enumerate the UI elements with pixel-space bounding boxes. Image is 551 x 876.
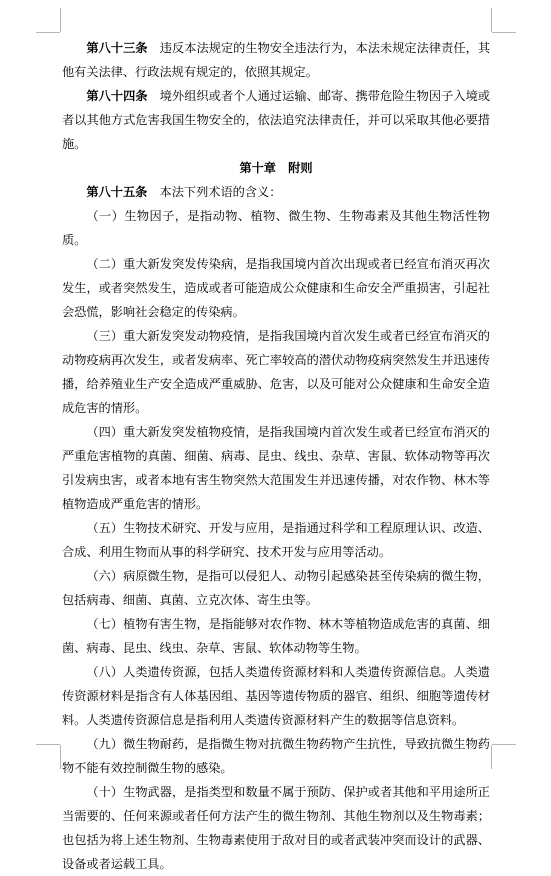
article-number: 第八十三条 [86,41,148,55]
crop-mark-bottom-right-v [491,745,492,769]
definition-item: （八）人类遗传资源，包括人类遗传资源材料和人类遗传资源信息。人类遗传资源材料是指含有人体基因组、基因等遗传物质的器官、组织、细胞等遗传材料。人类遗传资源信息是指利用人类遗传资源材料产生的数据等信息资料。 [62,665,490,727]
definition-item: （十）生物武器，是指类型和数量不属于预防、保护或者其他和平用途所正当需要的、任何来源或者任何方法产生的微生物剂、其他生物剂以及生物毒素；也包括为将上述生物剂、生物毒素使用于敌对目的或者武装冲突而设计的武器、设备或者运载工具。 [62,785,490,871]
crop-mark-bottom-left-v [60,745,61,769]
definition-item: （一）生物因子，是指动物、植物、微生物、生物毒素及其他生物活性物质。 [62,209,490,247]
article-text: 境外组织或者个人通过运输、邮寄、携带危险生物因子入境或者以其他方式危害我国生物安全的，依法追究法律责任，并可以采取其他必要措施。 [62,89,491,151]
crop-mark-bottom-right-h [492,744,516,745]
article-83 [62,36,490,84]
crop-mark-top-left-h [36,32,60,33]
crop-mark-top-left-v [60,8,61,32]
article-text: 本法下列术语的含义： [147,185,282,199]
crop-mark-bottom-left-h [36,744,60,745]
article-number: 第八十四条 [86,89,148,103]
article-84 [62,84,490,156]
document-page [62,36,490,876]
crop-mark-top-right-v [491,8,492,32]
crop-mark-top-right-h [492,32,516,33]
definition-item: （五）生物技术研究、开发与应用，是指通过科学和工程原理认识、改造、合成、利用生物而从事的科学研究、技术开发与应用等活动。 [62,521,490,559]
definition-item: （二）重大新发突发传染病，是指我国境内首次出现或者已经宣布消灭再次发生，或者突然发生，造成或者可能造成公众健康和生命安全严重损害，引起社会恐慌，影响社会稳定的传染病。 [62,257,490,319]
article-text: 违反本法规定的生物安全违法行为，本法未规定法律责任，其他有关法律、行政法规有规定的，依照其规定。 [62,41,491,79]
definition-item: （九）微生物耐药，是指微生物对抗微生物药物产生抗性，导致抗微生物药物不能有效控制微生物的感染。 [62,737,490,775]
definition-item: （四）重大新发突发植物疫情，是指我国境内首次发生或者已经宣布消灭的严重危害植物的真菌、细菌、病毒、昆虫、线虫、杂草、害鼠、软体动物等再次引发病虫害，或者本地有害生物突然大范围发生并迅速传播，对农作物、林木等植物造成严重危害的情形。 [62,425,490,511]
definition-item: （七）植物有害生物，是指能够对农作物、林木等植物造成危害的真菌、细菌、病毒、昆虫、线虫、杂草、害鼠、软体动物等生物。 [62,617,490,655]
article-85 [62,180,490,204]
definition-item: （三）重大新发突发动物疫情，是指我国境内首次发生或者已经宣布消灭的动物疫病再次发生，或者发病率、死亡率较高的潜伏动物疫病突然发生并迅速传播，给养殖业生产安全造成严重威胁、危害，以及可能对公众健康和生命安全造成危害的情形。 [62,329,490,415]
article-number: 第八十五条 [86,185,148,199]
chapter-heading: 第十章 附则 [239,161,313,175]
definition-item: （六）病原微生物，是指可以侵犯人、动物引起感染甚至传染病的微生物，包括病毒、细菌、真菌、立克次体、寄生虫等。 [62,569,490,607]
